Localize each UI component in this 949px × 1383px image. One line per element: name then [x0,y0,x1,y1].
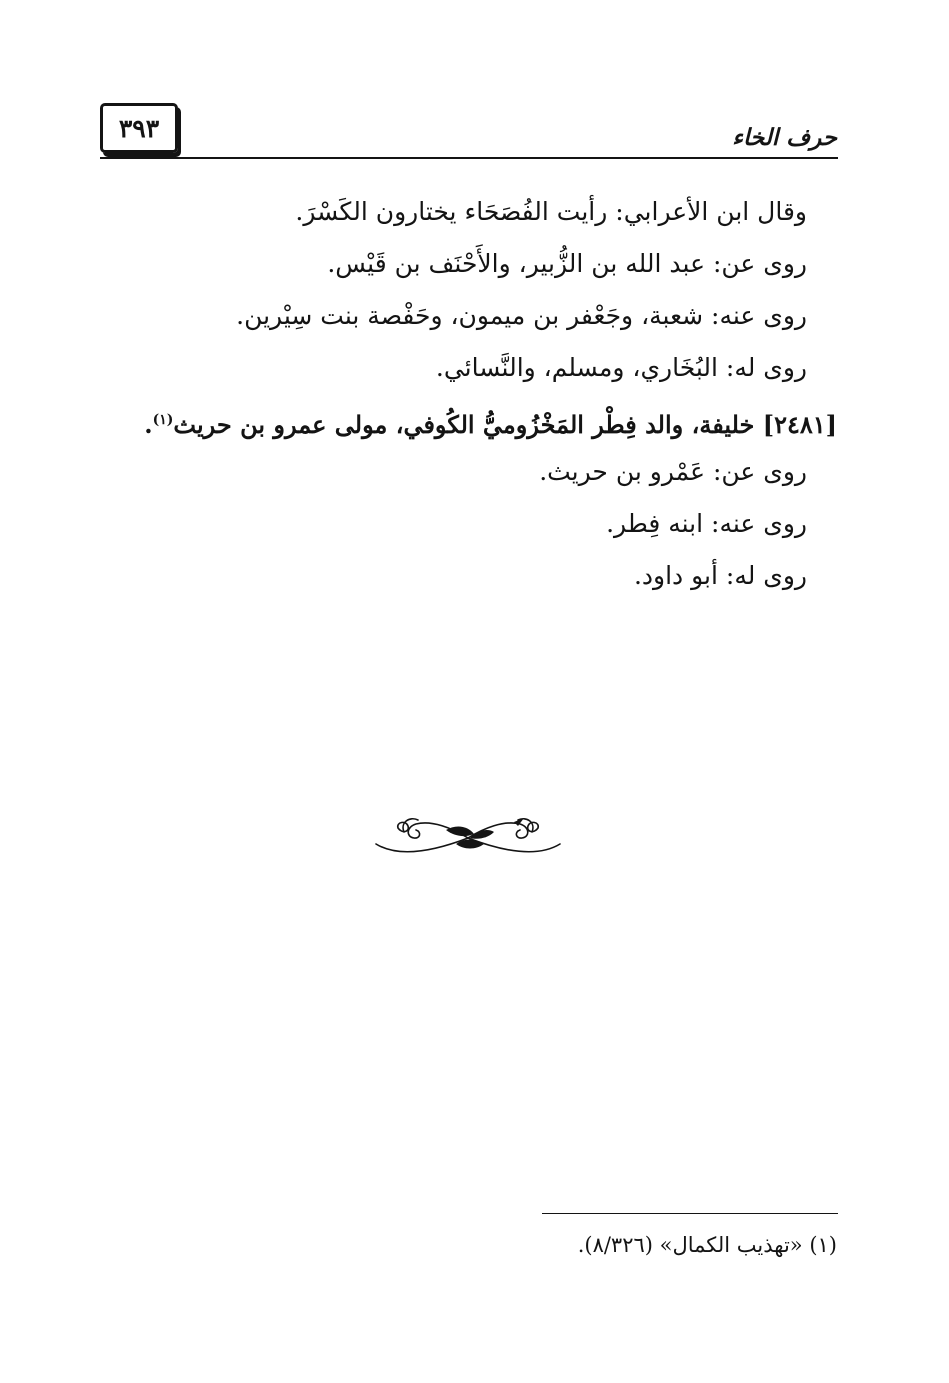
text-line: روى له: أبو داود. [633,561,807,590]
text-line: روى عنه: ابنه فِطر. [606,509,807,538]
text-line: روى عنه: شعبة، وجَعْفر بن ميمون، وحَفْصة بنت سِيْرين. [236,301,807,330]
footnote-reference[interactable]: (١) [152,412,174,428]
header-rule [100,157,838,159]
text-line: روى عن: عبد الله بن الزُّبير، والأَحْنَف بن قَيْس. [327,249,807,278]
page-number-box [100,103,178,153]
entry-heading-period: . [144,410,153,439]
running-header-title: حرف الخاء [732,124,837,151]
footnote-separator [542,1213,838,1214]
text-line: روى عن: عَمْرو بن حريث. [539,457,807,486]
main-text [97,186,837,602]
entry-heading [97,394,837,446]
page-number: ٣٩٣ [118,113,160,143]
entry-heading-text: [٢٤٨١] خليفة، والد فِطْر المَخْزُوميُّ الكُوفي، مولى عمرو بن حريث [173,410,837,439]
floral-ornament-icon [372,808,564,864]
text-line: وقال ابن الأعرابي: رأيت الفُصَحَاء يختارون الكَسْرَ. [295,197,807,226]
footnote: (١) «تهذيب الكمال» (٨/٣٢٦). [577,1233,837,1257]
text-line: روى له: البُخَاري، ومسلم، والنَّسائي. [435,353,807,382]
